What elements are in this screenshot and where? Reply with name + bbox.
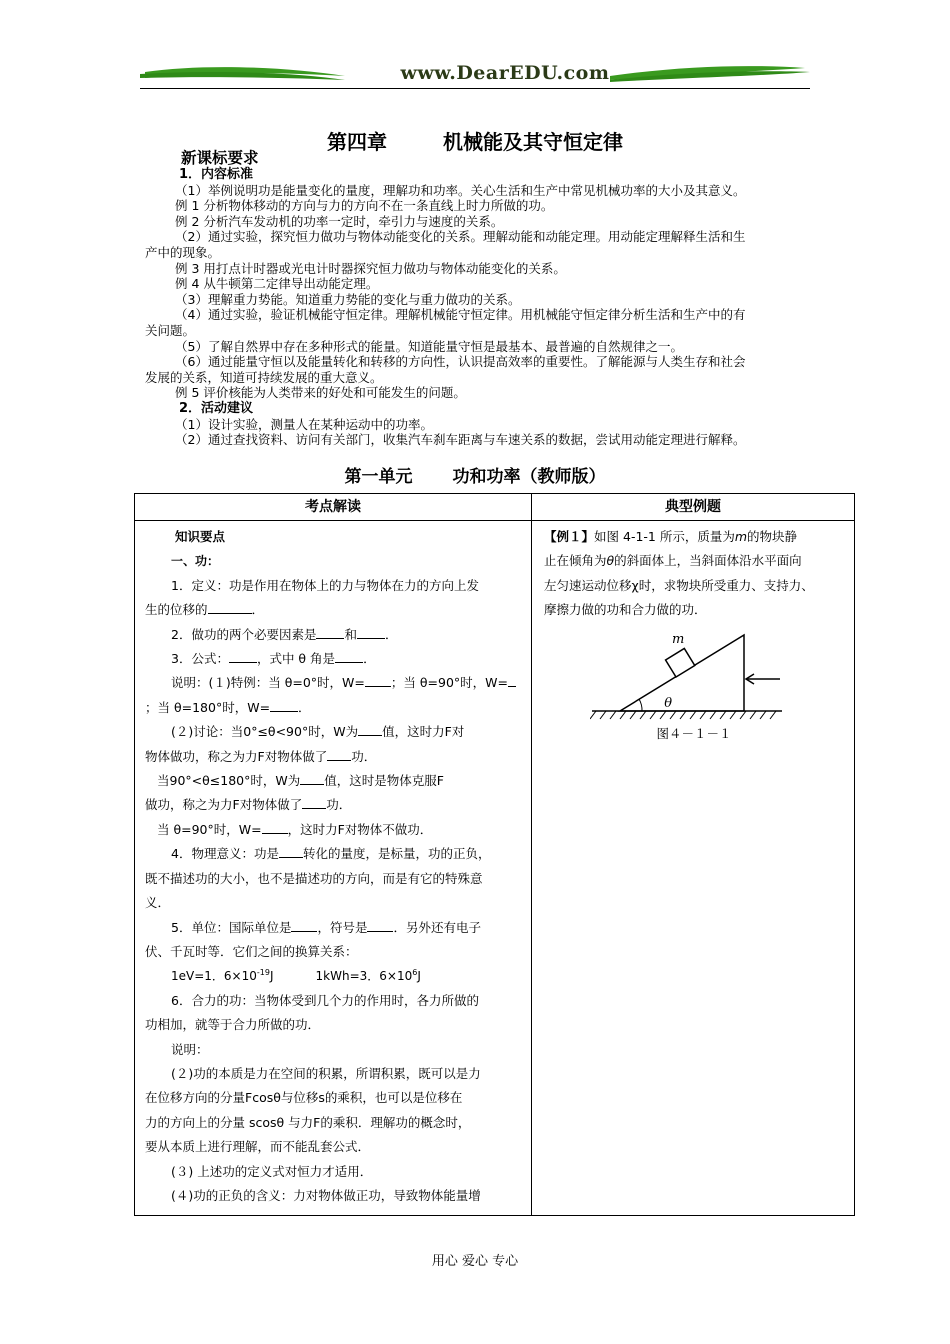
standard-line: 例 1 分析物体移动的方向与力的方向不在一条直线上时力所做的功。 (175, 198, 554, 214)
discussion-text-2: 值，这时力F对 (382, 724, 465, 740)
discussion3-text: 当 θ=90°时，W= (157, 821, 262, 837)
angle-symbol: θ (606, 553, 615, 569)
column-header-examples: 典型例题 (532, 494, 855, 521)
factors-line (145, 623, 521, 647)
figure-angle-label: θ (664, 695, 673, 711)
activity-title: 2．活动建议 (179, 400, 254, 416)
unit-line (145, 916, 521, 940)
chapter-name: 机械能及其守恒定律 (443, 130, 623, 154)
answer-blank[interactable] (302, 794, 326, 809)
special-case-end: ． (298, 699, 311, 715)
site-header (140, 60, 810, 96)
standard-line: 例 5 评价核能为人类带来的好处和可能发生的问题。 (175, 385, 466, 401)
special-case-line (145, 671, 521, 695)
discussion2-text: 当90°<θ≤180°时，W为 (157, 773, 301, 789)
answer-blank[interactable] (262, 819, 288, 834)
answer-blank[interactable] (316, 624, 344, 639)
definition-line-2 (145, 598, 521, 622)
answer-blank[interactable] (367, 917, 393, 932)
formula-text-2: ，式中 θ 角是 (256, 651, 336, 667)
displacement-symbol: χ (631, 577, 639, 593)
essence-line-2: 在位移方向的分量Fcosθ与位移s的乘积，也可以是位移在 (145, 1090, 463, 1106)
standard-line: 例 2 分析汽车发动机的功率一定时，牵引力与速度的关系。 (175, 213, 504, 229)
example-line-4: 摩擦力做的功和合力做的功． (544, 602, 707, 618)
answer-blank[interactable] (208, 599, 252, 614)
standards-title: 新课标要求 (181, 149, 259, 167)
definition-line: 1．定义：功是作用在物体上的力与物体在力的方向上发 (171, 577, 479, 593)
example-text-2: 的物块静 (747, 529, 798, 544)
discussion-text-3: 物体做功，称之为力F对物体做了 (145, 748, 328, 764)
figure-caption: 图４－１－１ (656, 726, 732, 742)
standard-line: （1）举例说明功是能量变化的量度，理解功和功率。关心生活和生产中常见机械功率的大小及其意义。 (175, 182, 746, 198)
example-text: 如图 4-1-1 所示，质量为 (594, 529, 735, 544)
content-standards-title: 1．内容标准 (179, 167, 254, 182)
figure-mass-label: m (671, 631, 685, 647)
discussion3-text-2: ，这时力F对物体不做功． (287, 821, 433, 837)
standard-line: 产中的现象。 (145, 244, 221, 260)
conversion-2-exp: 6 (412, 968, 418, 978)
answer-blank[interactable] (357, 624, 385, 639)
note-heading: 说明： (171, 1041, 209, 1057)
definition-text: 生的位移的 (145, 602, 208, 618)
discussion2-line-2 (145, 793, 521, 817)
knowledge-heading: 知识要点 (175, 529, 226, 544)
meaning-line-3: 义． (145, 895, 171, 911)
unit-text-2: ，符号是 (317, 919, 368, 935)
constant-force-line: (３) 上述功的定义式对恒力才适用． (171, 1163, 373, 1179)
standard-line: （6）通过能量守恒以及能量转化和转移的方向性，认识提高效率的重要性。了解能源与人类生存和社会 (175, 354, 746, 370)
unit-number: 第一单元 (344, 467, 413, 487)
conversion-1: 1eV=1．6×10 (171, 969, 257, 984)
answer-blank[interactable] (327, 746, 351, 761)
total-work-line: 6．合力的功：当物体受到几个力的作用时，各力所做的 (171, 992, 479, 1008)
formula-text: 3．公式： (171, 651, 229, 667)
meaning-line (145, 842, 521, 866)
factors-text: 2．做功的两个必要因素是 (171, 626, 317, 642)
meaning-line-2: 既不描述功的大小，也不是描述功的方向，而是有它的特殊意 (145, 870, 483, 886)
meaning-text: 4．物理意义：功是 (171, 846, 279, 862)
conversion-1-exp: -19 (256, 968, 270, 978)
activity-line: （1）设计实验，测量人在某种运动中的功率。 (175, 416, 433, 432)
essence-line: (２)功的本质是力在空间的积累，所谓积累，既可以是力 (171, 1065, 481, 1081)
answer-blank[interactable] (365, 672, 391, 687)
example-text-3: 止在倾角为 (544, 553, 607, 569)
discussion-text: (２)讨论：当0°≤θ<90°时，W为 (171, 724, 359, 740)
standard-line: （4）通过实验，验证机械能守恒定律。理解机械能守恒定律。用机械能守恒定律分析生活和生产中的有 (175, 307, 746, 323)
unit-line-2: 伏、千瓦时等．它们之间的换算关系： (145, 943, 358, 959)
lesson-table (134, 493, 855, 1216)
answer-blank[interactable] (508, 672, 516, 687)
discussion-end: 功． (351, 748, 377, 764)
standard-line: 发展的关系，知道可持续发展的重大意义。 (145, 369, 383, 385)
factors-end: ． (384, 626, 398, 642)
special-case-text-2: ；当 θ=90°时，W= (390, 675, 508, 691)
standard-line: （2）通过实验，探究恒力做功与物体动能变化的关系。理解动能和动能定理。用动能定理解释生活和生 (175, 229, 746, 245)
answer-blank[interactable] (291, 917, 317, 932)
example-label: 【例１】 (544, 529, 595, 544)
incline-diagram-icon (590, 631, 790, 723)
special-case-text: 说明：(１)特例：当 θ=0°时，W= (171, 675, 365, 691)
conversion-line (145, 964, 521, 988)
incline-figure (590, 631, 844, 732)
standard-line: 关问题。 (145, 322, 196, 338)
answer-blank[interactable] (358, 721, 382, 736)
discussion-line-2 (145, 745, 521, 769)
example-line (544, 525, 844, 549)
mass-symbol: m (734, 529, 748, 544)
example-text-5: 左匀速运动位移 (544, 577, 632, 593)
answer-blank[interactable] (300, 770, 324, 785)
essence-line-4: 要从本质上进行理解，而不能乱套公式． (145, 1139, 371, 1155)
special-case-line-2 (145, 696, 521, 720)
example-text-4: 的斜面体上，当斜面体沿水平面向 (614, 553, 802, 569)
unit-title (0, 462, 950, 487)
unit-text-3: ．另外还有电子 (393, 919, 481, 935)
standard-line: （5）了解自然界中存在多种形式的能量。知道能量守恒是最基本、最普遍的自然规律之一。 (175, 338, 683, 354)
column-header-analysis: 考点解读 (135, 494, 532, 521)
example-line-3 (544, 574, 844, 598)
header-rule (140, 88, 810, 89)
standards-section (145, 150, 810, 448)
work-subheading: 一、功： (171, 554, 220, 569)
conversion-1-unit: J (269, 969, 274, 984)
answer-blank[interactable] (335, 648, 363, 663)
special-case-text-3: ；当 θ=180°时，W= (145, 699, 271, 715)
example-line-2 (544, 549, 844, 573)
standard-line: （3）理解重力势能。知道重力势能的变化与重力做功的关系。 (175, 291, 521, 307)
chapter-number: 第四章 (327, 130, 387, 154)
definition-end: ． (251, 602, 265, 618)
unit-text: 5．单位：国际单位是 (171, 919, 292, 935)
standard-line: 例 4 从牛顿第二定律导出动能定理。 (175, 276, 379, 292)
discussion3-line (145, 818, 521, 842)
sign-line: (４)功的正负的含义：力对物体做正功，导致物体能量增 (171, 1187, 481, 1203)
discussion2-text-2: 值，这时是物体克服F (324, 773, 444, 789)
discussion-line (145, 720, 521, 744)
discussion2-end: 功． (326, 797, 352, 813)
standard-line: 例 3 用打点计时器或光电计时器探究恒力做功与物体动能变化的关系。 (175, 260, 566, 276)
total-work-line-2: 功相加，就等于合力所做的功． (145, 1017, 321, 1033)
formula-line (145, 647, 521, 671)
factors-and: 和 (344, 626, 357, 642)
meaning-text-2: 转化的量度，是标量，功的正负， (302, 846, 491, 862)
unit-name: 功和功率（教师版） (452, 467, 606, 487)
conversion-2: 1kWh=3．6×10 (315, 969, 413, 984)
analysis-cell (135, 521, 532, 1216)
discussion2-text-3: 做功，称之为力F对物体做了 (145, 797, 303, 813)
conversion-2-unit: J (417, 969, 421, 984)
answer-blank[interactable] (270, 697, 298, 712)
answer-blank[interactable] (279, 843, 303, 858)
page-footer: 用心 爱心 专心 (431, 1254, 519, 1269)
essence-line-3: 力的方向上的分量 scosθ 与力F的乘积．理解功的概念时， (145, 1114, 471, 1130)
discussion2-line (145, 769, 521, 793)
example-text-6: 时，求物块所受重力、支持力、 (638, 577, 814, 593)
site-url[interactable]: www.DearEDU.com (400, 62, 610, 84)
formula-end: ． (363, 651, 376, 667)
activity-line: （2）通过查找资料、访问有关部门，收集汽车刹车距离与车速关系的数据，尝试用动能定理进行解释。 (175, 432, 746, 448)
answer-blank[interactable] (229, 648, 257, 663)
examples-cell (532, 521, 855, 1216)
